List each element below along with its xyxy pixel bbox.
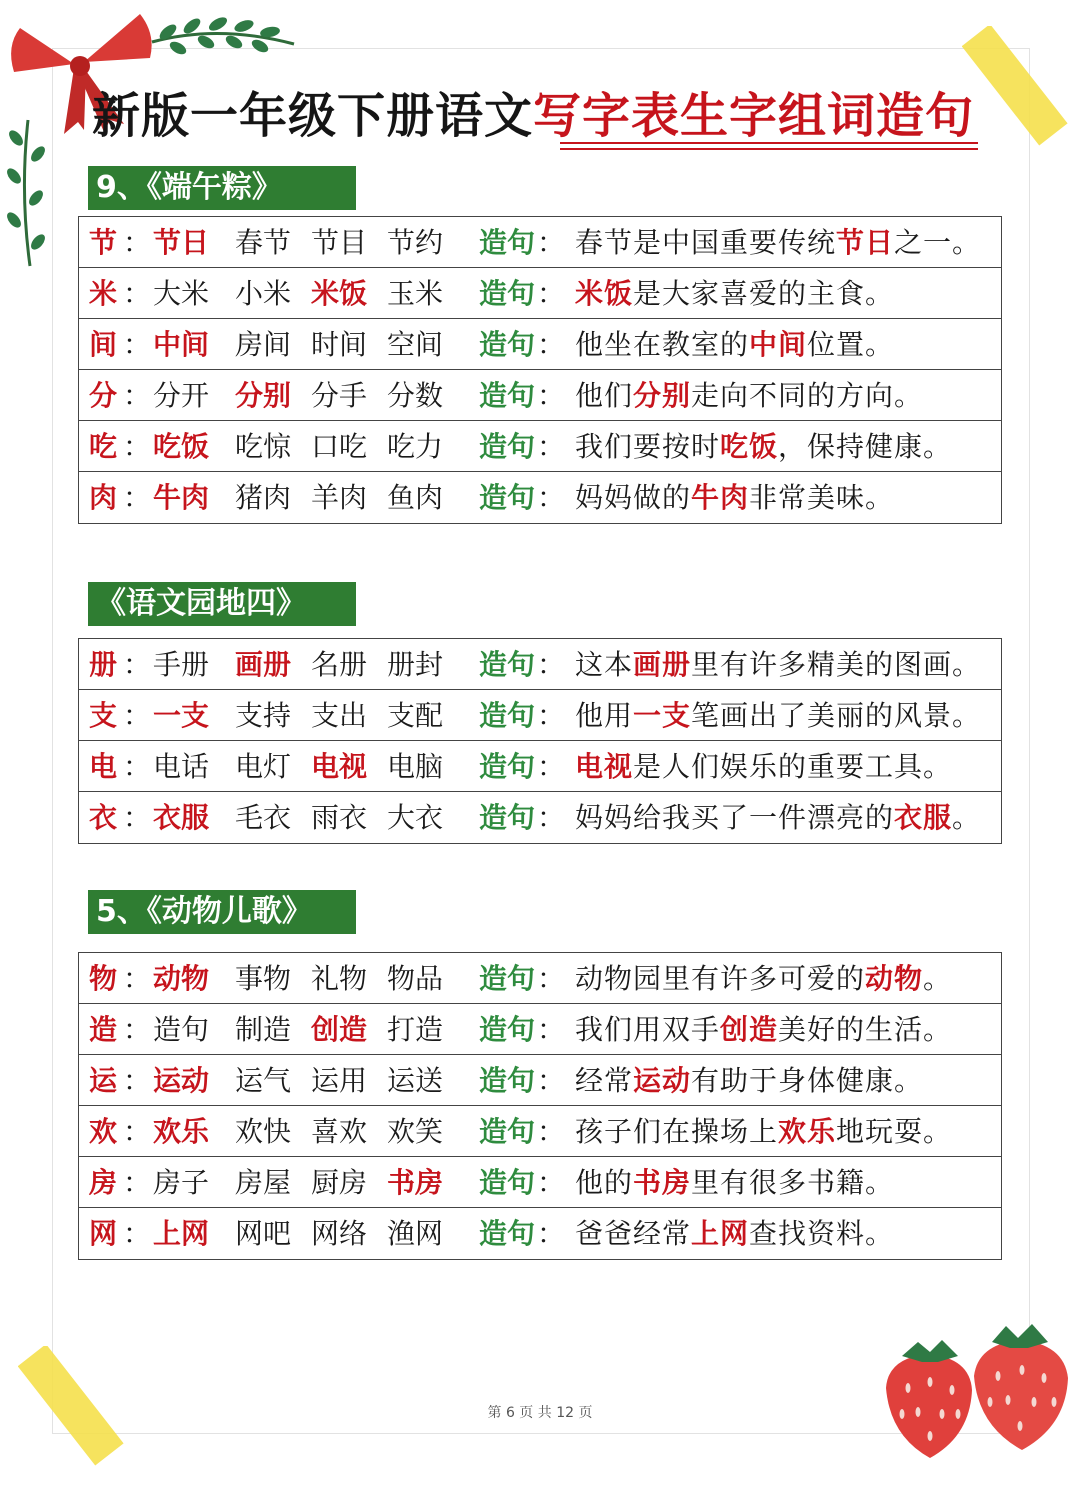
colon: ： xyxy=(537,481,566,514)
highlighted-word: 上网 xyxy=(691,1217,750,1250)
colon: ： xyxy=(123,648,152,681)
vocab-table xyxy=(78,952,1002,1260)
colon: ： xyxy=(123,430,152,463)
word: 画册 xyxy=(235,648,292,681)
word: 口吃 xyxy=(311,430,368,463)
section-header: 9、《端午粽》 xyxy=(88,166,356,210)
character: 衣 xyxy=(89,801,118,834)
colon: ： xyxy=(537,1217,566,1250)
colon: ： xyxy=(537,277,566,310)
sentence-text: 是人们娱乐的重要工具。 xyxy=(633,750,953,783)
word: 制造 xyxy=(235,1013,292,1046)
sentence-text: 我们要按时 xyxy=(575,430,721,463)
highlighted-word: 牛肉 xyxy=(691,481,750,514)
example-sentence xyxy=(575,1208,894,1259)
word: 厨房 xyxy=(311,1166,368,1199)
word: 运气 xyxy=(235,1064,292,1097)
character: 册 xyxy=(89,648,118,681)
word: 物品 xyxy=(387,962,444,995)
word: 礼物 xyxy=(311,962,368,995)
word: 玉米 xyxy=(387,277,444,310)
sentence-text: 妈妈给我买了一件漂亮的 xyxy=(575,801,895,834)
word: 吃力 xyxy=(387,430,444,463)
word: 动物 xyxy=(153,962,210,995)
table-row xyxy=(79,741,1001,792)
table-row xyxy=(79,268,1001,319)
character: 吃 xyxy=(89,430,118,463)
character: 电 xyxy=(89,750,118,783)
character: 运 xyxy=(89,1064,118,1097)
highlighted-word: 书房 xyxy=(633,1166,692,1199)
highlighted-word: 电视 xyxy=(575,750,634,783)
sentence-label: 造句 xyxy=(479,1217,536,1250)
word: 事物 xyxy=(235,962,292,995)
word: 房间 xyxy=(235,328,292,361)
colon: ： xyxy=(123,801,152,834)
word: 打造 xyxy=(387,1013,444,1046)
sentence-text: 他的 xyxy=(575,1166,634,1199)
word: 分手 xyxy=(311,379,368,412)
sentence-text: 他坐在教室的 xyxy=(575,328,750,361)
table-row xyxy=(79,472,1001,523)
highlighted-word: 欢乐 xyxy=(778,1115,837,1148)
section-header: 5、《动物儿歌》 xyxy=(88,890,356,934)
table-row xyxy=(79,1106,1001,1157)
word: 大衣 xyxy=(387,801,444,834)
word: 雨衣 xyxy=(311,801,368,834)
sentence-label: 造句 xyxy=(479,481,536,514)
colon: ： xyxy=(123,1166,152,1199)
character: 肉 xyxy=(89,481,118,514)
example-sentence xyxy=(575,268,894,319)
word: 运动 xyxy=(153,1064,210,1097)
sentence-label: 造句 xyxy=(479,801,536,834)
colon: ： xyxy=(537,699,566,732)
tape-strip-icon xyxy=(962,26,1072,146)
colon: ： xyxy=(123,379,152,412)
section-header: 《语文园地四》 xyxy=(88,582,356,626)
sentence-text: 非常美味。 xyxy=(749,481,895,514)
colon: ： xyxy=(123,277,152,310)
character: 欢 xyxy=(89,1115,118,1148)
word: 电灯 xyxy=(235,750,292,783)
sentence-text: ，保持健康。 xyxy=(778,430,953,463)
character: 支 xyxy=(89,699,118,732)
sentence-text: 经常 xyxy=(575,1064,634,1097)
vocab-table xyxy=(78,216,1002,524)
highlighted-word: 米饭 xyxy=(575,277,634,310)
word: 书房 xyxy=(387,1166,444,1199)
word: 羊肉 xyxy=(311,481,368,514)
colon: ： xyxy=(123,1217,152,1250)
character: 房 xyxy=(89,1166,118,1199)
example-sentence xyxy=(575,741,952,792)
sentence-text: 我们用双手 xyxy=(575,1013,721,1046)
sentence-text: 里有很多书籍。 xyxy=(691,1166,895,1199)
word: 房子 xyxy=(153,1166,210,1199)
word: 创造 xyxy=(311,1013,368,1046)
example-sentence xyxy=(575,472,894,523)
sentence-text: 查找资料。 xyxy=(749,1217,895,1250)
sentence-text: 里有许多精美的图画。 xyxy=(691,648,982,681)
table-row xyxy=(79,639,1001,690)
word: 分开 xyxy=(153,379,210,412)
word: 衣服 xyxy=(153,801,210,834)
title-part-2: 写字表生字组词造句 xyxy=(533,88,975,144)
example-sentence xyxy=(575,1106,952,1157)
page-footer: 第 6 页 共 12 页 xyxy=(487,1405,593,1421)
highlighted-word: 创造 xyxy=(720,1013,779,1046)
sentence-text: 。 xyxy=(952,801,982,834)
word: 猪肉 xyxy=(235,481,292,514)
colon: ： xyxy=(537,1064,566,1097)
table-row xyxy=(79,1157,1001,1208)
colon: ： xyxy=(537,379,566,412)
character: 物 xyxy=(89,962,118,995)
colon: ： xyxy=(123,750,152,783)
colon: ： xyxy=(123,1013,152,1046)
word: 时间 xyxy=(311,328,368,361)
word: 节日 xyxy=(153,226,210,259)
colon: ： xyxy=(537,1013,566,1046)
sentence-label: 造句 xyxy=(479,379,536,412)
highlighted-word: 运动 xyxy=(633,1064,692,1097)
word: 节约 xyxy=(387,226,444,259)
leaf-vine-icon xyxy=(2,118,52,268)
word: 造句 xyxy=(153,1013,210,1046)
sentence-label: 造句 xyxy=(479,328,536,361)
colon: ： xyxy=(123,481,152,514)
colon: ： xyxy=(537,1166,566,1199)
word: 支出 xyxy=(311,699,368,732)
colon: ： xyxy=(537,430,566,463)
sentence-text: 。 xyxy=(923,962,953,995)
sentence-label: 造句 xyxy=(479,1166,536,1199)
word: 牛肉 xyxy=(153,481,210,514)
sentence-text: 位置。 xyxy=(807,328,895,361)
sentence-text: 动物园里有许多可爱的 xyxy=(575,962,866,995)
sentence-text: 他用 xyxy=(575,699,634,732)
word: 吃惊 xyxy=(235,430,292,463)
character: 网 xyxy=(89,1217,118,1250)
highlighted-word: 衣服 xyxy=(894,801,953,834)
sentence-label: 造句 xyxy=(479,699,536,732)
word: 空间 xyxy=(387,328,444,361)
word: 欢快 xyxy=(235,1115,292,1148)
sentence-label: 造句 xyxy=(479,750,536,783)
table-row xyxy=(79,953,1001,1004)
word: 电脑 xyxy=(387,750,444,783)
highlighted-word: 动物 xyxy=(865,962,924,995)
highlighted-word: 中间 xyxy=(749,328,808,361)
example-sentence xyxy=(575,690,981,741)
word: 渔网 xyxy=(387,1217,444,1250)
sentence-text: 这本 xyxy=(575,648,634,681)
character: 造 xyxy=(89,1013,118,1046)
word: 支配 xyxy=(387,699,444,732)
highlighted-word: 节日 xyxy=(836,226,895,259)
colon: ： xyxy=(123,328,152,361)
leaf-branch-icon xyxy=(148,10,298,60)
word: 运用 xyxy=(311,1064,368,1097)
colon: ： xyxy=(537,750,566,783)
word: 分数 xyxy=(387,379,444,412)
sentence-label: 造句 xyxy=(479,1013,536,1046)
example-sentence xyxy=(575,1055,923,1106)
word: 小米 xyxy=(235,277,292,310)
sentence-text: 走向不同的方向。 xyxy=(691,379,924,412)
sentence-text: 之一。 xyxy=(894,226,982,259)
character: 米 xyxy=(89,277,118,310)
table-row xyxy=(79,1004,1001,1055)
word: 手册 xyxy=(153,648,210,681)
sentence-text: 妈妈做的 xyxy=(575,481,692,514)
highlighted-word: 画册 xyxy=(633,648,692,681)
sentence-text: 孩子们在操场上 xyxy=(575,1115,779,1148)
word: 喜欢 xyxy=(311,1115,368,1148)
colon: ： xyxy=(537,328,566,361)
colon: ： xyxy=(537,648,566,681)
sentence-text: 有助于身体健康。 xyxy=(691,1064,924,1097)
word: 米饭 xyxy=(311,277,368,310)
word: 名册 xyxy=(311,648,368,681)
example-sentence xyxy=(575,953,952,1004)
table-row xyxy=(79,217,1001,268)
example-sentence xyxy=(575,370,923,421)
character: 间 xyxy=(89,328,118,361)
highlighted-word: 吃饭 xyxy=(720,430,779,463)
colon: ： xyxy=(537,1115,566,1148)
word: 支持 xyxy=(235,699,292,732)
table-row xyxy=(79,319,1001,370)
colon: ： xyxy=(123,962,152,995)
word: 一支 xyxy=(153,699,210,732)
colon: ： xyxy=(537,801,566,834)
example-sentence xyxy=(575,319,894,370)
table-row xyxy=(79,1055,1001,1106)
word: 房屋 xyxy=(235,1166,292,1199)
sentence-text: 爸爸经常 xyxy=(575,1217,692,1250)
word: 毛衣 xyxy=(235,801,292,834)
word: 大米 xyxy=(153,277,210,310)
title-underline xyxy=(560,142,978,150)
sentence-text: 是大家喜爱的主食。 xyxy=(633,277,895,310)
table-row xyxy=(79,690,1001,741)
word: 电话 xyxy=(153,750,210,783)
highlighted-word: 一支 xyxy=(633,699,692,732)
colon: ： xyxy=(537,226,566,259)
example-sentence xyxy=(575,421,952,472)
example-sentence xyxy=(575,217,981,268)
colon: ： xyxy=(123,1115,152,1148)
sentence-label: 造句 xyxy=(479,226,536,259)
table-row xyxy=(79,792,1001,843)
table-row xyxy=(79,421,1001,472)
sentence-label: 造句 xyxy=(479,962,536,995)
sentence-text: 春节是中国重要传统 xyxy=(575,226,837,259)
word: 运送 xyxy=(387,1064,444,1097)
word: 网吧 xyxy=(235,1217,292,1250)
word: 鱼肉 xyxy=(387,481,444,514)
table-row xyxy=(79,370,1001,421)
example-sentence xyxy=(575,1157,894,1208)
sentence-label: 造句 xyxy=(479,1115,536,1148)
sentence-text: 笔画出了美丽的风景。 xyxy=(691,699,982,732)
word: 欢笑 xyxy=(387,1115,444,1148)
example-sentence xyxy=(575,1004,952,1055)
word: 册封 xyxy=(387,648,444,681)
word: 电视 xyxy=(311,750,368,783)
sentence-label: 造句 xyxy=(479,277,536,310)
example-sentence xyxy=(575,792,981,843)
sentence-label: 造句 xyxy=(479,430,536,463)
sentence-text: 美好的生活。 xyxy=(778,1013,953,1046)
word: 春节 xyxy=(235,226,292,259)
character: 节 xyxy=(89,226,118,259)
highlighted-word: 分别 xyxy=(633,379,692,412)
word: 分别 xyxy=(235,379,292,412)
character: 分 xyxy=(89,379,118,412)
word: 网络 xyxy=(311,1217,368,1250)
example-sentence xyxy=(575,639,981,690)
sentence-label: 造句 xyxy=(479,1064,536,1097)
sentence-label: 造句 xyxy=(479,648,536,681)
title-part-1: 新版一年级下册语文 xyxy=(92,88,534,144)
word: 上网 xyxy=(153,1217,210,1250)
colon: ： xyxy=(123,699,152,732)
word: 中间 xyxy=(153,328,210,361)
table-row xyxy=(79,1208,1001,1259)
vocab-table xyxy=(78,638,1002,844)
word: 欢乐 xyxy=(153,1115,210,1148)
word: 吃饭 xyxy=(153,430,210,463)
colon: ： xyxy=(123,1064,152,1097)
colon: ： xyxy=(537,962,566,995)
word: 节目 xyxy=(311,226,368,259)
page-title xyxy=(92,84,974,148)
strawberry-icon xyxy=(878,1318,1078,1468)
sentence-text: 地玩耍。 xyxy=(836,1115,953,1148)
colon: ： xyxy=(123,226,152,259)
sentence-text: 他们 xyxy=(575,379,634,412)
